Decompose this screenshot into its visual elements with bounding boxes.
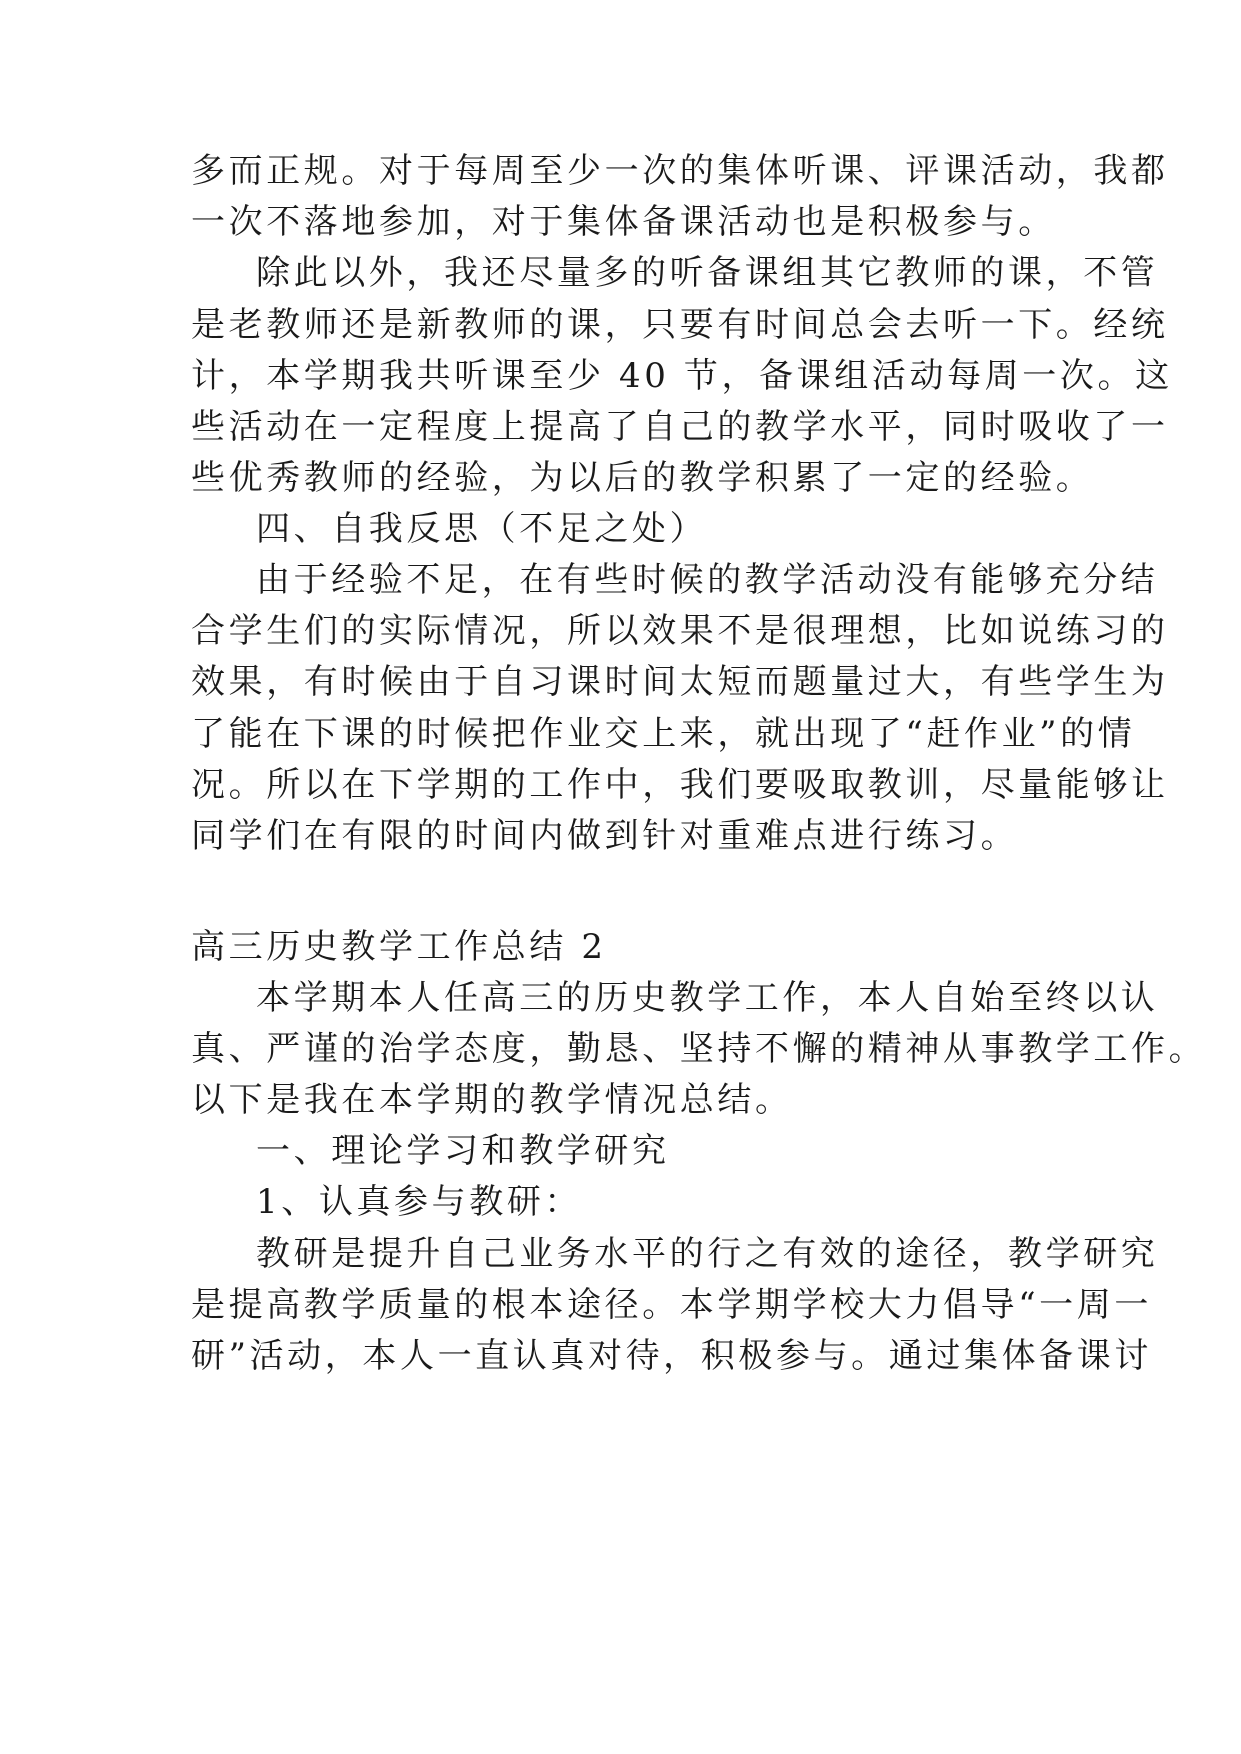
subsection-heading: 1、认真参与教研： (256, 1182, 583, 1222)
paragraph-line: 况。所以在下学期的工作中，我们要吸取教训，尽量能够让 (191, 765, 1169, 805)
paragraph-line: 本学期本人任高三的历史教学工作，本人自始至终以认 (256, 978, 1159, 1018)
paragraph-line: 以下是我在本学期的教学情况总结。 (191, 1080, 793, 1120)
document-title: 高三历史教学工作总结 2 (191, 927, 607, 967)
section-heading: 一、理论学习和教学研究 (256, 1131, 670, 1171)
paragraph-line: 了能在下课的时候把作业交上来，就出现了“赶作业”的情 (191, 714, 1136, 754)
paragraph-line: 多而正规。对于每周至少一次的集体听课、评课活动，我都 (191, 151, 1169, 191)
paragraph-line: 计，本学期我共听课至少 40 节，备课组活动每周一次。这 (191, 356, 1173, 396)
paragraph-line: 真、严谨的治学态度，勤恳、坚持不懈的精神从事教学工作。 (191, 1029, 1207, 1069)
paragraph-line: 一次不落地参加，对于集体备课活动也是积极参与。 (191, 202, 1056, 242)
paragraph-line: 效果，有时候由于自习课时间太短而题量过大，有些学生为 (191, 662, 1169, 702)
paragraph-line: 是老教师还是新教师的课，只要有时间总会去听一下。经统 (191, 305, 1169, 345)
paragraph-line: 合学生们的实际情况，所以效果不是很理想，比如说练习的 (191, 611, 1169, 651)
paragraph-line: 同学们在有限的时间内做到针对重难点进行练习。 (191, 816, 1019, 856)
paragraph-line: 是提高教学质量的根本途径。本学期学校大力倡导“一周一 (191, 1285, 1152, 1325)
paragraph-line: 由于经验不足，在有些时候的教学活动没有能够充分结 (256, 560, 1159, 600)
paragraph-line: 研”活动，本人一直认真对待，积极参与。通过集体备课讨 (191, 1336, 1152, 1376)
paragraph-line: 些优秀教师的经验，为以后的教学积累了一定的经验。 (191, 458, 1094, 498)
paragraph-line: 些活动在一定程度上提高了自己的教学水平，同时吸收了一 (191, 407, 1169, 447)
paragraph-line: 除此以外，我还尽量多的听备课组其它教师的课，不管 (256, 253, 1159, 293)
paragraph-line: 教研是提升自己业务水平的行之有效的途径，教学研究 (256, 1234, 1159, 1274)
section-heading: 四、自我反思（不足之处） (256, 509, 708, 549)
